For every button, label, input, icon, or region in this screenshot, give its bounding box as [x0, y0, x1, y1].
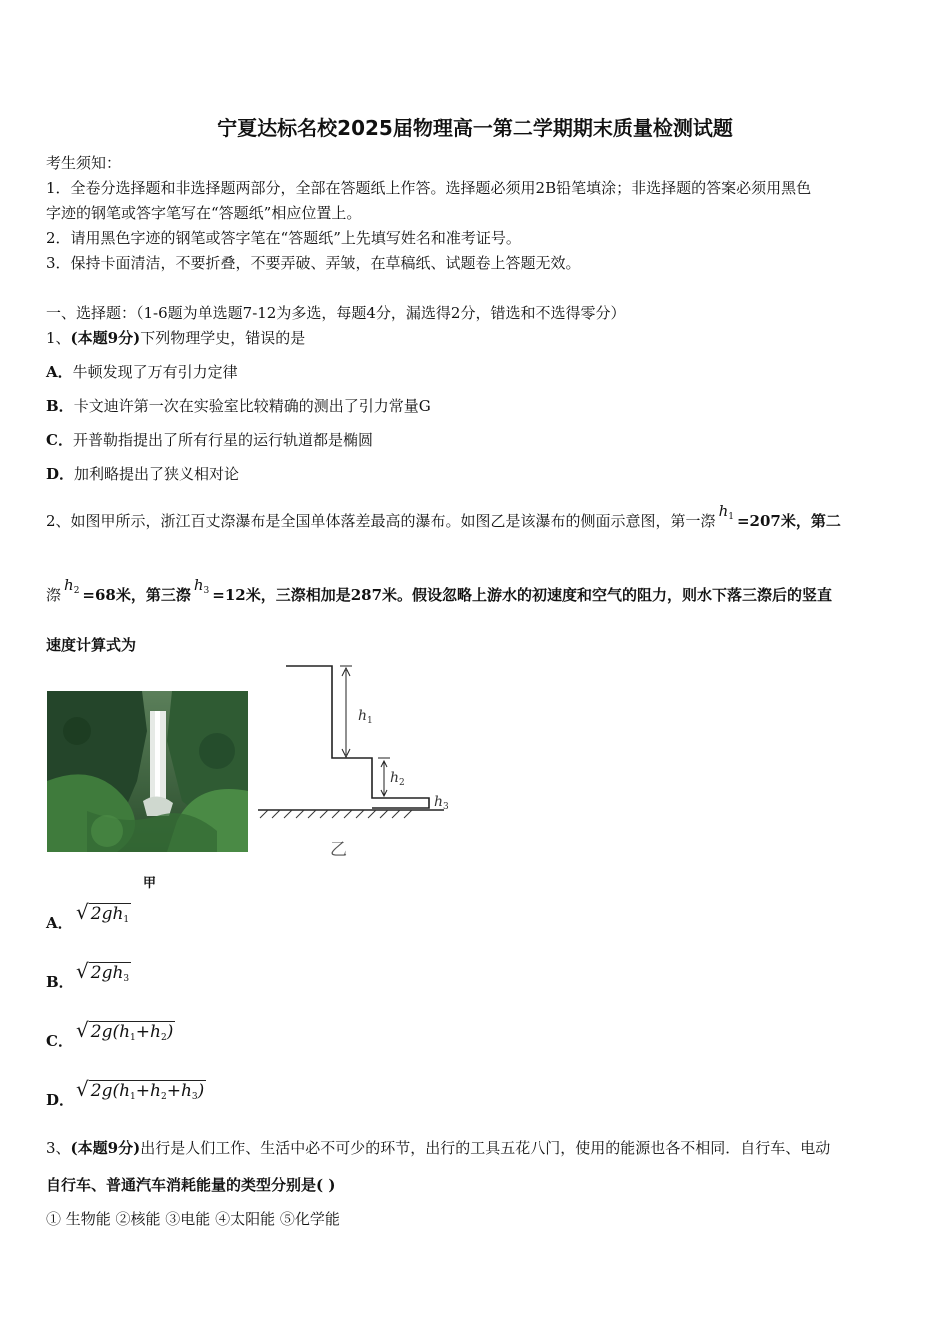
option-label: A．	[46, 363, 73, 381]
q1-option-a[interactable]	[46, 361, 238, 382]
q2-text-e: =12米，三漈相加是287米。假设忽略上游水的初速度和空气的阻力，则水下落三漈后的竖直	[212, 586, 833, 604]
q3-line-1	[46, 1137, 830, 1158]
h2-symbol: $h_2$	[64, 576, 80, 596]
option-text: 卡文迪许第一次在实验室比较精确的测出了引力常量G	[73, 397, 431, 415]
option-text: 加利略提出了狭义相对论	[74, 465, 240, 483]
figure-caption-jia: 甲	[143, 876, 157, 891]
q2-option-b[interactable]	[46, 971, 74, 992]
q1-option-d[interactable]	[46, 463, 239, 484]
q2-text-a: 2、如图甲所示，浙江百丈漈瀑布是全国单体落差最高的瀑布。如图乙是该瀑布的侧面示意图，第一漈	[46, 512, 716, 530]
option-label: D．	[46, 465, 75, 483]
q2-option-a[interactable]	[46, 912, 73, 933]
q1-number: 1、	[46, 329, 71, 347]
q2-formula-a: √ $2gh_1$	[76, 900, 130, 925]
notice-item-1-cont: 字迹的钢笔或答字笔写在“答题纸”相应位置上。	[46, 204, 362, 222]
option-label: A．	[46, 914, 73, 932]
q3-score: (本题9分)	[70, 1139, 141, 1157]
option-label: B．	[46, 973, 74, 991]
notice-heading: 考生须知：	[46, 154, 122, 172]
label-h3: $h_3$	[434, 794, 449, 812]
section-heading: 一、选择题：（1-6题为单选题7-12为多选，每题4分，漏选得2分，错选和不选得零分）	[46, 304, 626, 322]
q2-formula-c: √ $2g(h_1+h_2)$	[76, 1018, 174, 1043]
option-label: D．	[46, 1091, 75, 1109]
notice-item-3: 3．保持卡面清洁，不要折叠，不要弄破、弄皱，在草稿纸、试题卷上答题无效。	[46, 254, 581, 272]
option-text: 牛顿发现了万有引力定律	[72, 363, 238, 381]
q2-text-c: 漈	[46, 586, 62, 604]
h1-symbol: $h_1$	[718, 502, 734, 522]
option-text: 开普勒指提出了所有行星的运行轨道都是椭圆	[72, 431, 373, 449]
q3-line-2: 自行车、普通汽车消耗能量的类型分别是( )	[46, 1176, 336, 1194]
q2-text-b: =207米，第二	[736, 512, 841, 530]
q2-line-1	[46, 502, 841, 532]
q3-text: 出行是人们工作、生活中必不可少的环节，出行的工具五花八门，使用的能源也各不相同．自行车、电动	[140, 1139, 831, 1157]
q2-line-3: 速度计算式为	[46, 636, 137, 654]
q2-formula-b: √ $2gh_3$	[76, 959, 130, 984]
q1-score: (本题9分)	[70, 329, 141, 347]
option-label: C．	[46, 431, 73, 449]
option-label: B．	[46, 397, 74, 415]
q2-formula-d: √ $2g(h_1+h_2+h_3)$	[76, 1077, 205, 1102]
figure-caption-yi: 乙	[330, 840, 347, 860]
q2-text-d: =68米，第三漈	[82, 586, 191, 604]
q1-text: 下列物理学史，错误的是	[140, 329, 306, 347]
label-h2: $h_2$	[390, 770, 405, 788]
notice-item-1: 1．全卷分选择题和非选择题两部分，全部在答题纸上作答。选择题必须用2B铅笔填涂；非选择题的答案必须用黑色	[46, 179, 812, 197]
q3-number: 3、	[46, 1139, 71, 1157]
q1-option-b[interactable]	[46, 395, 431, 416]
waterfall-side-diagram	[254, 660, 454, 860]
page-title: 宁夏达标名校2025届物理高一第二学期期末质量检测试题	[217, 116, 733, 140]
option-label: C．	[46, 1032, 73, 1050]
h3-symbol: $h_3$	[193, 576, 210, 596]
label-h1: $h_1$	[358, 708, 373, 726]
waterfall-photo	[47, 691, 248, 852]
q2-line-2	[46, 576, 833, 606]
q3-choices: ① 生物能 ②核能 ③电能 ④太阳能 ⑤化学能	[46, 1210, 340, 1228]
q2-option-c[interactable]	[46, 1030, 73, 1051]
q1-stem	[46, 327, 305, 348]
q2-option-d[interactable]	[46, 1089, 74, 1110]
notice-item-2: 2．请用黑色字迹的钢笔或答字笔在“答题纸”上先填写姓名和准考证号。	[46, 229, 521, 247]
q1-option-c[interactable]	[46, 429, 373, 450]
